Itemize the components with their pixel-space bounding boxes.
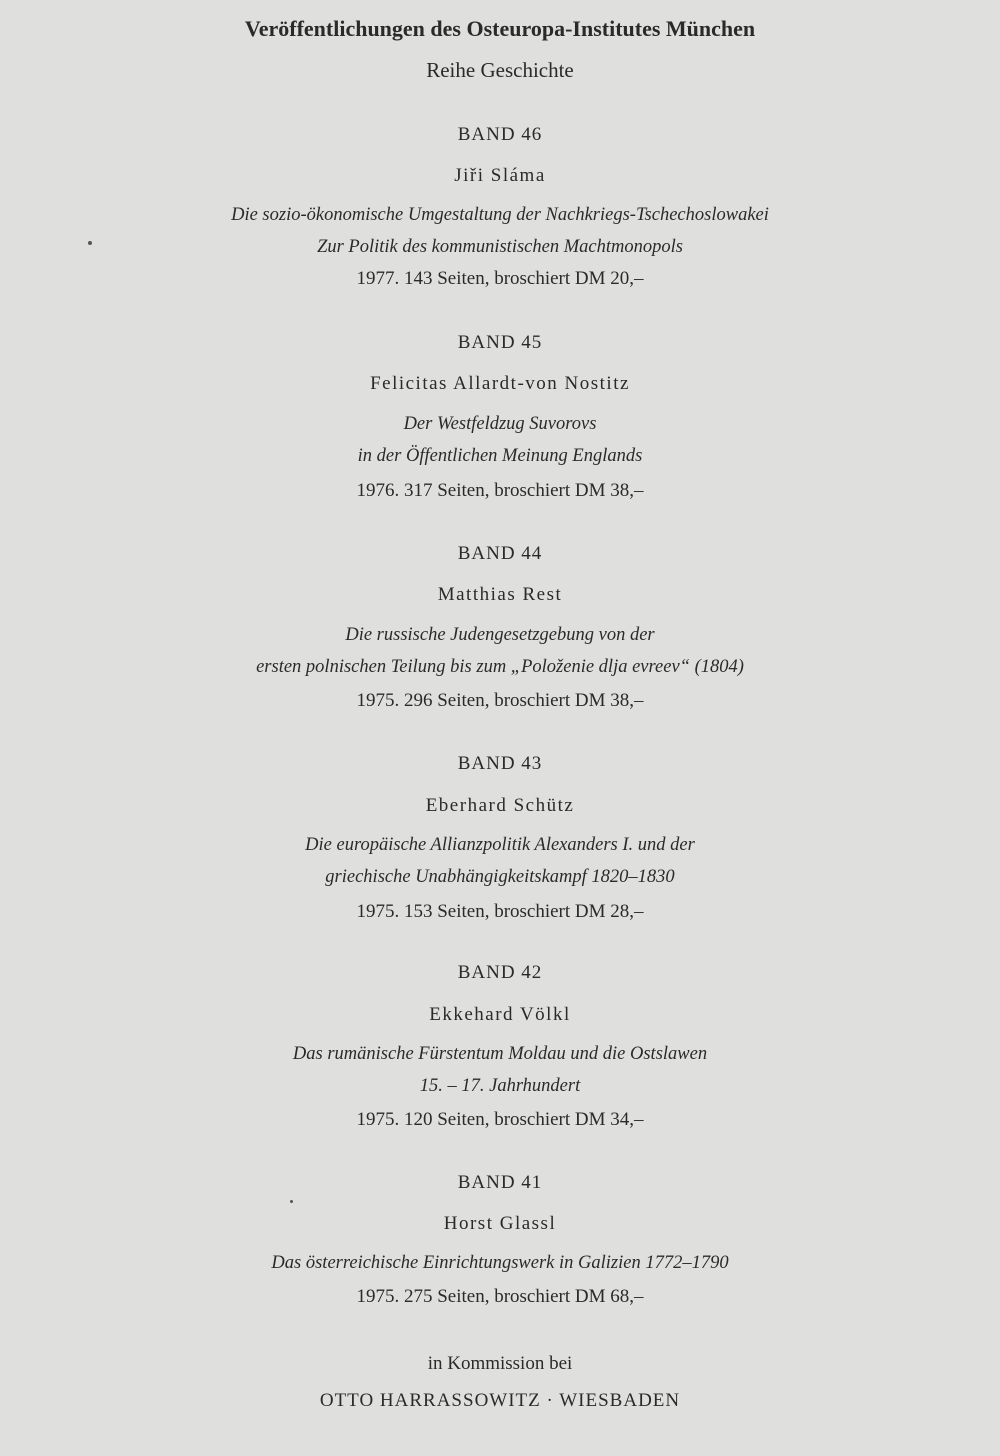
- volume-title-line: Der Westfeldzug Suvorovs: [403, 414, 597, 434]
- volume-title-line: griechische Unabhängigkeitskampf 1820–1830: [325, 867, 675, 887]
- volume-author: Matthias Rest: [437, 584, 563, 605]
- volume-number: BAND 45: [457, 332, 543, 353]
- volume-author: Jiři Sláma: [454, 165, 546, 186]
- volume-title-line: Zur Politik des kommunistischen Machtmonopols: [317, 237, 683, 257]
- scan-speck: [290, 1200, 293, 1203]
- volume-title-line: ersten polnischen Teilung bis zum „Položenie dlja evreev“ (1804): [256, 657, 744, 677]
- volume-number: BAND 41: [457, 1172, 543, 1193]
- volume-title-line: Die sozio-ökonomische Umgestaltung der Nachkriegs-Tschechoslowakei: [231, 205, 769, 225]
- volume-number: BAND 46: [457, 124, 543, 145]
- volume-details: 1975. 275 Seiten, broschiert DM 68,–: [356, 1286, 644, 1307]
- publisher-intro: in Kommission bei: [427, 1353, 573, 1374]
- publisher-name: OTTO HARRASSOWITZ · WIESBADEN: [319, 1390, 681, 1411]
- volume-title-line: Die europäische Allianzpolitik Alexanders I. und der: [305, 835, 695, 855]
- volume-title-line: Das österreichische Einrichtungswerk in Galizien 1772–1790: [271, 1253, 729, 1273]
- volume-details: 1976. 317 Seiten, broschiert DM 38,–: [356, 480, 644, 501]
- volume-details: 1977. 143 Seiten, broschiert DM 20,–: [356, 268, 644, 289]
- volume-title-line: Das rumänische Fürstentum Moldau und die Ostslawen: [292, 1044, 708, 1064]
- volume-author: Eberhard Schütz: [425, 795, 575, 816]
- volume-number: BAND 42: [457, 962, 543, 983]
- volume-details: 1975. 296 Seiten, broschiert DM 38,–: [356, 690, 644, 711]
- page-title: Veröffentlichungen des Osteuropa-Institutes München: [244, 16, 756, 41]
- volume-author: Felicitas Allardt-von Nostitz: [370, 373, 630, 394]
- volume-title-line: Die russische Judengesetzgebung von der: [345, 625, 655, 645]
- scan-speck: [88, 241, 92, 245]
- volume-number: BAND 43: [457, 753, 543, 774]
- volume-details: 1975. 120 Seiten, broschiert DM 34,–: [356, 1109, 644, 1130]
- volume-number: BAND 44: [457, 543, 543, 564]
- series-title: Reihe Geschichte: [426, 58, 574, 82]
- volume-title-line: in der Öffentlichen Meinung Englands: [357, 446, 643, 466]
- volume-title-line: 15. – 17. Jahrhundert: [419, 1076, 581, 1096]
- volume-details: 1975. 153 Seiten, broschiert DM 28,–: [356, 901, 644, 922]
- volume-author: Horst Glassl: [443, 1213, 557, 1234]
- volume-author: Ekkehard Völkl: [429, 1004, 571, 1025]
